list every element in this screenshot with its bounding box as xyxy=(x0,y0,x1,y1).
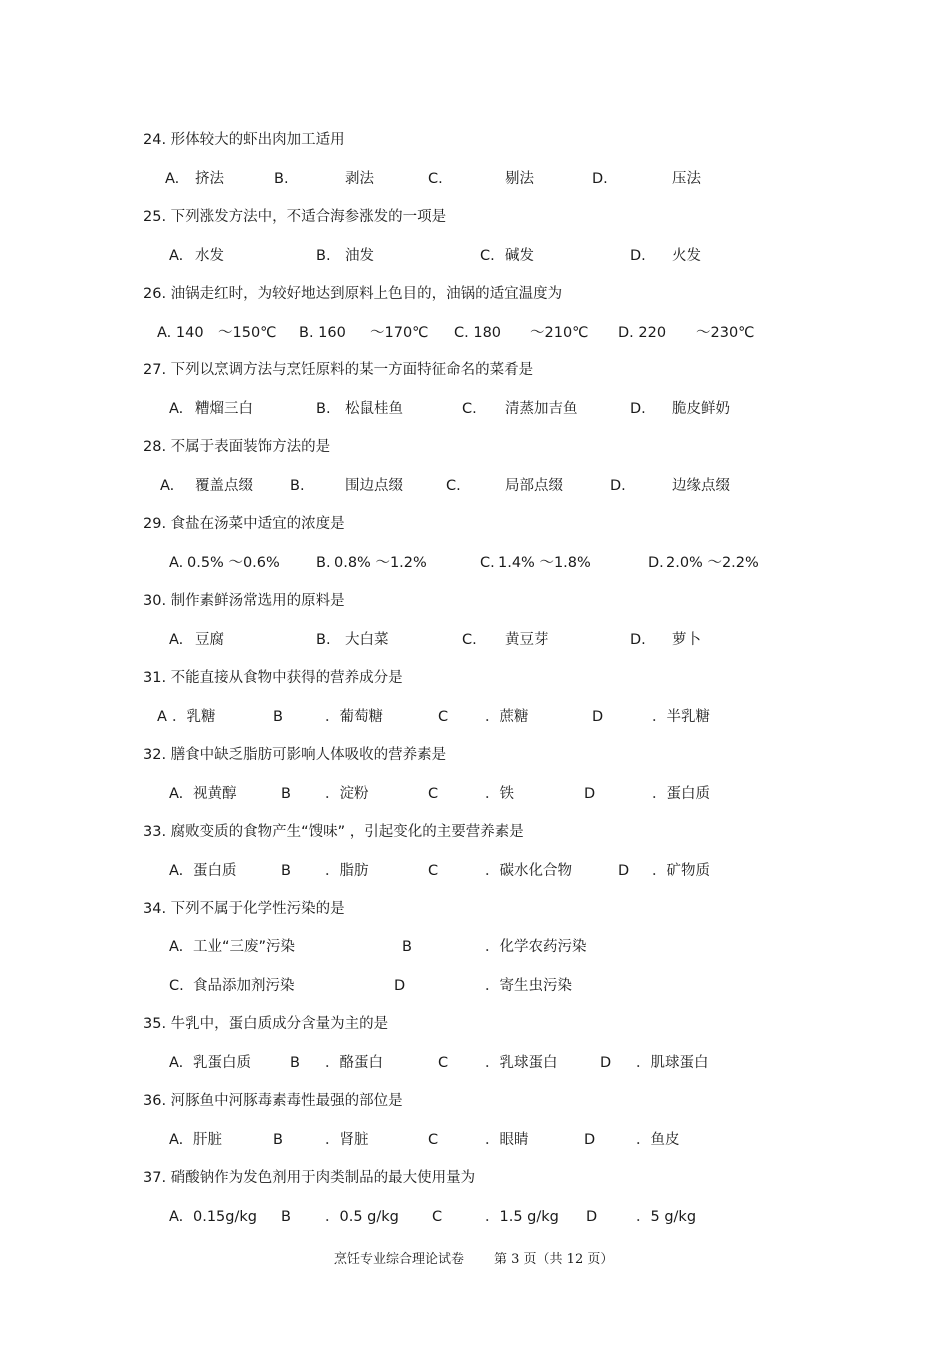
option-letter: A. xyxy=(169,632,184,648)
options-30 xyxy=(0,629,950,651)
option-letter: C xyxy=(428,1132,439,1148)
options-34-row2 xyxy=(0,975,950,997)
option-text: ．肾脏 xyxy=(325,1132,369,1148)
option-text: 萝卜 xyxy=(672,632,701,648)
option-letter: D xyxy=(618,863,630,879)
option-letter: A. xyxy=(165,171,180,187)
option-letter: D xyxy=(592,709,604,725)
option-letter: A. xyxy=(169,248,184,264)
option-letter: B xyxy=(281,1209,291,1225)
option-letter: C. 180 xyxy=(454,325,502,341)
option-letter: D xyxy=(584,786,596,802)
options-26 xyxy=(0,322,950,344)
option-text: 压法 xyxy=(672,171,701,187)
option-letter: B. xyxy=(316,248,331,264)
option-text: 剔法 xyxy=(505,171,534,187)
question-29: 29. 食盐在汤菜中适宜的浓度是 xyxy=(143,516,345,532)
option-text: 乳蛋白质 xyxy=(193,1055,251,1071)
option-text: 剥法 xyxy=(345,171,374,187)
option-text: 围边点缀 xyxy=(345,478,403,494)
options-28 xyxy=(0,475,950,497)
option-letter: D. 220 xyxy=(618,325,667,341)
option-letter: A. xyxy=(169,786,184,802)
options-35 xyxy=(0,1052,950,1074)
option-text: 脆皮鲜奶 xyxy=(672,401,730,417)
option-letter: B xyxy=(281,786,291,802)
option-text: ．淀粉 xyxy=(325,786,369,802)
option-text: ．寄生虫污染 xyxy=(485,978,572,994)
option-text: ．蔗糖 xyxy=(485,709,529,725)
option-letter: D xyxy=(394,978,406,994)
options-27 xyxy=(0,398,950,420)
option-letter: D. xyxy=(630,401,646,417)
option-letter: B. xyxy=(316,632,331,648)
option-letter: D. xyxy=(592,171,608,187)
options-29 xyxy=(0,552,950,574)
option-text: ．碳水化合物 xyxy=(485,863,572,879)
page-number: 第 3 页（共 12 页） xyxy=(494,1252,614,1267)
option-letter: B xyxy=(273,709,283,725)
question-37: 37. 硝酸钠作为发色剂用于肉类制品的最大使用量为 xyxy=(143,1170,476,1186)
options-37 xyxy=(0,1206,950,1228)
option-text: ．乳球蛋白 xyxy=(485,1055,558,1071)
option-text: 火发 xyxy=(672,248,701,264)
option-text: 边缘点缀 xyxy=(672,478,730,494)
option-text: 工业“三废”污染 xyxy=(193,939,296,955)
option-letter: B xyxy=(273,1132,283,1148)
question-25: 25. 下列涨发方法中，不适合海参涨发的一项是 xyxy=(143,209,447,225)
option-letter: D xyxy=(586,1209,598,1225)
option-text: ．葡萄糖 xyxy=(325,709,383,725)
option-text: ．0.5 g/kg xyxy=(325,1209,399,1225)
option-text: ．蛋白质 xyxy=(652,786,710,802)
question-35: 35. 牛乳中，蛋白质成分含量为主的是 xyxy=(143,1016,389,1032)
options-34-row1 xyxy=(0,936,950,958)
option-text: 0.15g/kg xyxy=(193,1209,257,1225)
exam-title: 烹饪专业综合理论试卷 xyxy=(334,1252,465,1267)
option-text: 豆腐 xyxy=(195,632,224,648)
option-letter: D. xyxy=(630,632,646,648)
option-letter: C xyxy=(428,786,439,802)
question-33: 33. 腐败变质的食物产生“馊味” ，引起变化的主要营养素是 xyxy=(143,824,524,840)
option-text: 1.4% ～1.8% xyxy=(498,555,591,571)
option-letter: C xyxy=(428,863,439,879)
question-30: 30. 制作素鲜汤常选用的原料是 xyxy=(143,593,345,609)
option-text: 食品添加剂污染 xyxy=(193,978,295,994)
option-letter: B. 160 xyxy=(299,325,346,341)
question-28: 28. 不属于表面装饰方法的是 xyxy=(143,439,331,455)
option-letter: D xyxy=(600,1055,612,1071)
option-text: ．铁 xyxy=(485,786,514,802)
option-letter: A. xyxy=(169,863,184,879)
option-letter: C. xyxy=(480,555,495,571)
option-letter: B. xyxy=(316,555,331,571)
option-letter: B xyxy=(402,939,412,955)
option-text: ．1.5 g/kg xyxy=(485,1209,559,1225)
question-34: 34. 下列不属于化学性污染的是 xyxy=(143,901,345,917)
option-text: ．乳糖 xyxy=(172,709,216,725)
option-letter: D. xyxy=(648,555,664,571)
option-text: ．化学农药污染 xyxy=(485,939,587,955)
option-text: ．半乳糖 xyxy=(652,709,710,725)
option-text: ～170℃ xyxy=(370,325,429,341)
question-31: 31. 不能直接从食物中获得的营养成分是 xyxy=(143,670,403,686)
option-text: 覆盖点缀 xyxy=(195,478,253,494)
options-33 xyxy=(0,860,950,882)
option-text: 油发 xyxy=(345,248,374,264)
option-letter: A. xyxy=(169,555,184,571)
option-letter: C. xyxy=(446,478,461,494)
option-letter: C. xyxy=(428,171,443,187)
option-text: 松鼠桂鱼 xyxy=(345,401,403,417)
option-text: ．脂肪 xyxy=(325,863,369,879)
option-text: 黄豆芽 xyxy=(505,632,549,648)
question-24: 24. 形体较大的虾出肉加工适用 xyxy=(143,132,345,148)
option-text: ．鱼皮 xyxy=(636,1132,680,1148)
option-letter: A. xyxy=(169,1055,184,1071)
option-letter: C xyxy=(438,709,449,725)
option-text: 水发 xyxy=(195,248,224,264)
option-letter: A. xyxy=(169,1132,184,1148)
option-text: 挤法 xyxy=(195,171,224,187)
option-text: 局部点缀 xyxy=(505,478,563,494)
option-letter: C. xyxy=(462,632,477,648)
option-letter: C. xyxy=(480,248,495,264)
option-text: 0.5% ～0.6% xyxy=(187,555,280,571)
option-text: ．眼睛 xyxy=(485,1132,529,1148)
option-text: 糟熘三白 xyxy=(195,401,253,417)
option-text: ．酪蛋白 xyxy=(325,1055,383,1071)
options-32 xyxy=(0,783,950,805)
option-text: 肝脏 xyxy=(193,1132,222,1148)
option-letter: A xyxy=(157,709,167,725)
option-text: ．矿物质 xyxy=(652,863,710,879)
option-letter: D. xyxy=(610,478,626,494)
option-text: 清蒸加吉鱼 xyxy=(505,401,578,417)
option-letter: B xyxy=(281,863,291,879)
options-24 xyxy=(0,168,950,190)
option-text: ．肌球蛋白 xyxy=(636,1055,709,1071)
option-letter: B. xyxy=(316,401,331,417)
option-text: 0.8% ～1.2% xyxy=(334,555,427,571)
question-32: 32. 膳食中缺乏脂肪可影响人体吸收的营养素是 xyxy=(143,747,447,763)
options-36 xyxy=(0,1129,950,1151)
option-letter: C. xyxy=(462,401,477,417)
question-26: 26. 油锅走红时，为较好地达到原料上色目的，油锅的适宜温度为 xyxy=(143,286,563,302)
options-25 xyxy=(0,245,950,267)
option-text: 大白菜 xyxy=(345,632,389,648)
option-letter: D. xyxy=(630,248,646,264)
option-letter: A. 140 xyxy=(157,325,204,341)
option-text: 碱发 xyxy=(505,248,534,264)
option-text: ～210℃ xyxy=(530,325,589,341)
option-text: 蛋白质 xyxy=(193,863,237,879)
option-letter: A. xyxy=(169,1209,184,1225)
option-text: ～230℃ xyxy=(696,325,755,341)
option-letter: A. xyxy=(169,939,184,955)
question-27: 27. 下列以烹调方法与烹饪原料的某一方面特征命名的菜肴是 xyxy=(143,362,534,378)
option-letter: C xyxy=(432,1209,443,1225)
option-letter: C xyxy=(438,1055,449,1071)
option-letter: B. xyxy=(274,171,289,187)
option-letter: A. xyxy=(160,478,175,494)
page-footer xyxy=(0,1250,950,1270)
option-letter: B. xyxy=(290,478,305,494)
option-letter: A. xyxy=(169,401,184,417)
option-letter: B xyxy=(290,1055,300,1071)
question-36: 36. 河豚鱼中河豚毒素毒性最强的部位是 xyxy=(143,1093,403,1109)
option-letter: C. xyxy=(169,978,184,994)
option-text: 视黄醇 xyxy=(193,786,237,802)
option-letter: D xyxy=(584,1132,596,1148)
options-31 xyxy=(0,706,950,728)
option-text: ．5 g/kg xyxy=(636,1209,697,1225)
option-text: 2.0% ～2.2% xyxy=(666,555,759,571)
option-text: ～150℃ xyxy=(218,325,277,341)
